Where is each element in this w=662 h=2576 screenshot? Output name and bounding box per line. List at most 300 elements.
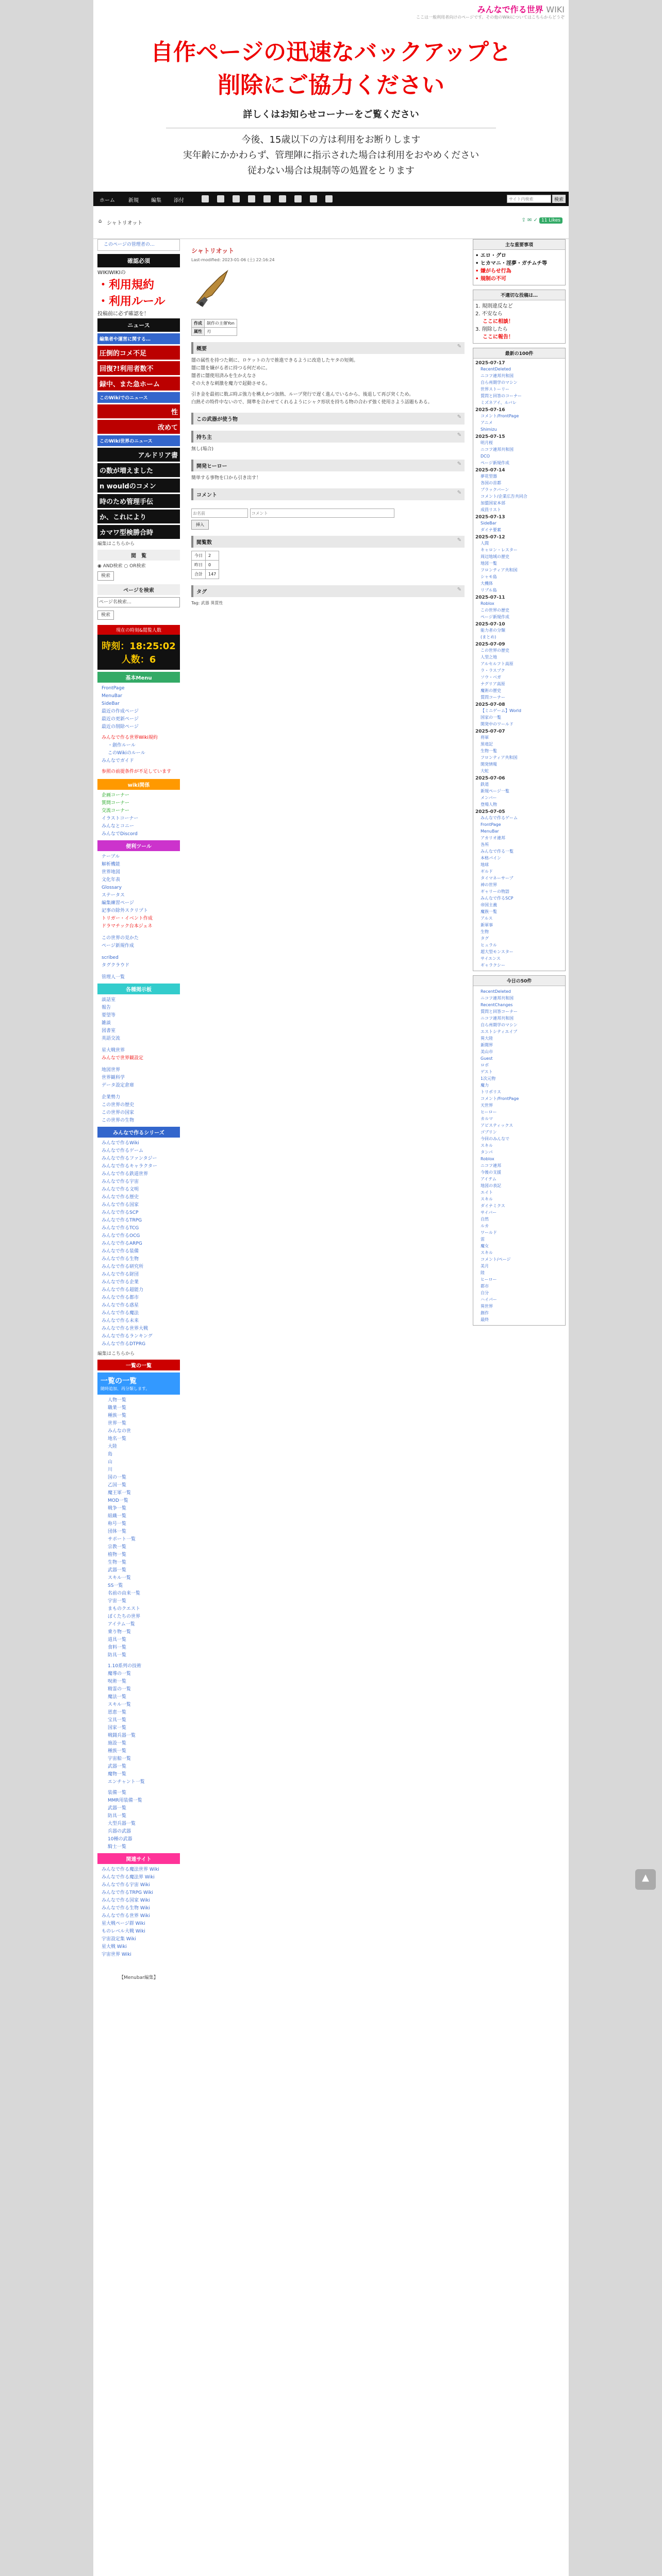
today-item[interactable]: 今回のみんなで	[481, 1137, 509, 1141]
series-link[interactable]: みんなで作る宇宙	[102, 1179, 139, 1184]
wiki-link[interactable]: 交流コーナー	[102, 808, 130, 814]
today-item[interactable]: 魔力	[481, 1083, 489, 1088]
wiki-link[interactable]: みんなとコニー	[102, 824, 135, 829]
tool-link[interactable]: 解析機能	[102, 862, 121, 867]
menu-item[interactable]: MenuBar	[102, 693, 123, 699]
news-item[interactable]: このWiki世界のニュース	[97, 435, 180, 446]
recent-item[interactable]: 大蛇	[481, 769, 489, 773]
today-item[interactable]: 雷	[481, 1237, 485, 1242]
catalog-link[interactable]: 種族一覧	[108, 1413, 127, 1418]
catalog-link[interactable]: 騎士一覧	[108, 1844, 127, 1850]
recent-item[interactable]: 魔族一覧	[481, 909, 497, 914]
menu-item[interactable]: 最近の削除ページ	[102, 724, 139, 730]
related-site-link[interactable]: みんなで作る魔法世界 Wiki	[102, 1867, 159, 1872]
recent-item[interactable]: ニコフ連邦共和国	[481, 374, 514, 378]
today-item[interactable]: ヒーロー	[481, 1110, 497, 1114]
today-item[interactable]: 新聞界	[481, 1043, 493, 1047]
catalog-link[interactable]: 装備一覧	[108, 1790, 127, 1795]
recent-item[interactable]: 人間	[481, 541, 489, 546]
news-item[interactable]: 時のため管理手伝	[97, 494, 180, 508]
series-link[interactable]: みんなで作るTRPG	[102, 1218, 142, 1223]
tool-link[interactable]: 文化年表	[102, 877, 121, 883]
home-icon[interactable]: ⌂	[98, 218, 102, 224]
catalog-link[interactable]: 川	[108, 1467, 113, 1472]
recent-item[interactable]: 人型之地	[481, 655, 497, 659]
recent-item[interactable]: みんなで作るゲーム	[481, 816, 518, 820]
related-site-link[interactable]: ものレベル大戦 Wiki	[102, 1929, 145, 1934]
recent-item[interactable]: 帝国主義	[481, 903, 497, 907]
catalog-link[interactable]: 10種の武器	[108, 1837, 133, 1842]
recent-item[interactable]: アニメ	[481, 420, 493, 425]
edit-icon[interactable]: ✎	[457, 587, 461, 592]
wiki-link[interactable]: 質問コーナー	[102, 801, 130, 806]
sidebar-search-button[interactable]: 検索	[97, 571, 114, 581]
series-link[interactable]: みんなで作るファンタジー	[102, 1156, 157, 1161]
misc-link[interactable]: ページ新規作成	[102, 943, 134, 948]
recent-icon[interactable]	[294, 195, 302, 202]
recent-item[interactable]: 魔術の歴史	[481, 688, 501, 693]
recent-item[interactable]: ページ新規作成	[481, 615, 509, 619]
series-link[interactable]: みんなで作る財団	[102, 1272, 139, 1277]
catalog-link[interactable]: 植物一覧	[108, 1552, 127, 1557]
recent-item[interactable]: この世界の歴史	[481, 608, 509, 613]
recent-item[interactable]: 【ミニゲーム】World	[481, 708, 521, 713]
nav-edit[interactable]: 編集	[151, 198, 161, 204]
series-link[interactable]: みんなで作る研究所	[102, 1264, 144, 1269]
catalog-link[interactable]: 呪術一覧	[108, 1679, 127, 1684]
series-link[interactable]: みんなで作る未来	[102, 1318, 139, 1324]
or-search-label[interactable]: OR検索	[129, 564, 146, 569]
recent-item[interactable]: リブル島	[481, 588, 497, 592]
today-item[interactable]: 自分	[481, 1291, 489, 1295]
recent-item[interactable]: 大機体	[481, 581, 493, 586]
today-item[interactable]: ヒーロー	[481, 1277, 497, 1282]
org-link[interactable]: この世界の国家	[102, 1110, 135, 1115]
today-item[interactable]: RecentChanges	[481, 1003, 513, 1007]
search-icon[interactable]	[279, 195, 286, 202]
tool-link[interactable]: 記事の除外スクリプト	[102, 908, 148, 913]
news-item[interactable]: 改めて	[97, 420, 180, 434]
page-search-button[interactable]: 検索	[97, 611, 114, 620]
today-item[interactable]: 天世界	[481, 1103, 493, 1108]
series-link[interactable]: みんなで作る都市	[102, 1295, 139, 1300]
admin-list-link[interactable]: 管理人一覧	[102, 975, 125, 980]
and-search-label[interactable]: AND検索	[103, 564, 123, 569]
recent-item[interactable]: 各所	[481, 842, 489, 847]
related-site-link[interactable]: みんなで作る生物 Wiki	[102, 1906, 150, 1911]
recent-item[interactable]: 質問コーナー	[481, 695, 505, 700]
series-link[interactable]: みんなで作る装備	[102, 1249, 139, 1254]
misc-link[interactable]: scribed	[102, 955, 119, 960]
recent-item[interactable]: タイマネーサーブ	[481, 876, 514, 880]
recent-item[interactable]: ソウ・ベガ	[481, 675, 501, 680]
rename-icon[interactable]	[233, 195, 240, 202]
nav-home[interactable]: ホーム	[100, 198, 115, 204]
recent-item[interactable]: 地球	[481, 862, 489, 867]
nav-attach[interactable]: 添付	[174, 198, 184, 204]
recent-item[interactable]: ヒュラル	[481, 943, 497, 947]
menu-item[interactable]: FrontPage	[102, 686, 125, 691]
board-link[interactable]: 図書室	[102, 1028, 116, 1033]
recent-item[interactable]: 周辺地域の歴史	[481, 554, 509, 559]
board-link[interactable]: 英語交流	[102, 1036, 121, 1041]
consult-link[interactable]: ここに相談！	[483, 319, 514, 325]
news-item[interactable]: 圧倒的コメ不足	[97, 346, 180, 360]
news-item[interactable]: の数が増えました	[97, 463, 180, 477]
catalog-link[interactable]: 防具一覧	[108, 1653, 127, 1658]
news-item[interactable]: 編集者や運営に関する…	[97, 333, 180, 344]
recent-item[interactable]: ブラックバーン	[481, 487, 509, 492]
series-link[interactable]: みんなで作るDTPRG	[102, 1342, 146, 1347]
menu-item[interactable]: みんなでガイド	[102, 758, 134, 764]
catalog-link[interactable]: 魔物一覧	[108, 1772, 127, 1777]
series-edit-link[interactable]: 編集はこちらから	[97, 1351, 135, 1357]
related-site-link[interactable]: みんなで作るTRPG Wiki	[102, 1890, 153, 1895]
world-link[interactable]: みんなで世界観設定	[102, 1056, 144, 1061]
today-item[interactable]: ルカ	[481, 1224, 489, 1228]
recent-item[interactable]: 開発情報	[481, 762, 497, 767]
catalog-link[interactable]: 武器一覧	[108, 1568, 127, 1573]
today-item[interactable]: 魔女	[481, 1244, 489, 1248]
news-item[interactable]: カマワ型検勝合時	[97, 525, 180, 539]
misc-link[interactable]: この世界の見かた	[102, 936, 139, 941]
board-link[interactable]: 報告	[102, 1005, 111, 1010]
recent-item[interactable]: ミズネアイ、ルバレ	[481, 400, 517, 405]
catalog-link[interactable]: 食料一覧	[108, 1645, 127, 1650]
related-site-link[interactable]: みんなで作る魔法界 Wiki	[102, 1875, 155, 1880]
series-link[interactable]: みんなで作るSCP	[102, 1210, 139, 1215]
series-link[interactable]: みんなで作る超能力	[102, 1287, 144, 1293]
recent-item[interactable]: コメント/企業広告共同合	[481, 494, 527, 499]
news-item[interactable]: か、これにより	[97, 510, 180, 523]
reload-icon[interactable]	[248, 195, 255, 202]
today-item[interactable]: Roblox	[481, 1157, 494, 1161]
today-item[interactable]: ハイパー	[481, 1297, 497, 1302]
edit-icon[interactable]: ✎	[457, 432, 461, 438]
related-site-link[interactable]: みんなで作る国家 Wiki	[102, 1898, 150, 1903]
series-link[interactable]: みんなで作るランキング	[102, 1334, 153, 1339]
recent-item[interactable]: ギャラクシー	[481, 963, 505, 968]
series-link[interactable]: みんなで作るOCG	[102, 1233, 140, 1239]
recent-item[interactable]: ギルド	[481, 869, 493, 874]
list-icon[interactable]	[263, 195, 271, 202]
recent-item[interactable]: コメント/FrontPage	[481, 414, 519, 418]
catalog-link[interactable]: 兵器の武器	[108, 1829, 131, 1834]
catalog-link[interactable]: 乙国一覧	[108, 1483, 127, 1488]
today-item[interactable]: タンパ	[481, 1150, 493, 1155]
comment-submit-button[interactable]: 挿入	[191, 520, 209, 530]
today-item[interactable]: アビスティックス	[481, 1123, 514, 1128]
series-link[interactable]: みんなで作る国家	[102, 1202, 139, 1208]
recent-item[interactable]: この世界の歴史	[481, 648, 509, 653]
today-item[interactable]: ニコフ連邦共和国	[481, 996, 514, 1001]
catalog-link[interactable]: アイテム一覧	[108, 1622, 135, 1627]
backup-icon[interactable]	[217, 195, 224, 202]
catalog-link[interactable]: 大型兵器一覧	[108, 1821, 136, 1826]
recent-item[interactable]: 国家の一覧	[481, 715, 501, 720]
today-item[interactable]: 創作	[481, 1311, 489, 1315]
recent-item[interactable]: 生物一覧	[481, 749, 497, 753]
recent-item[interactable]: (まとめ)	[481, 635, 496, 639]
org-link[interactable]: 企業勢力	[102, 1095, 121, 1100]
board-link[interactable]: 雑談	[102, 1021, 111, 1026]
recent-item[interactable]: 生物	[481, 929, 489, 934]
catalog-link[interactable]: SS一覧	[108, 1583, 123, 1588]
catalog-link[interactable]: 武器一覧	[108, 1806, 127, 1811]
recent-item[interactable]: ナグリア高原	[481, 682, 505, 686]
menu-item-rules[interactable]: みんなで作る世界Wiki規約	[102, 735, 158, 740]
tool-link[interactable]: 世界地図	[102, 870, 121, 875]
org-link[interactable]: この世界の生物	[102, 1118, 135, 1123]
today-item[interactable]: 自ら州期学のマシン	[481, 1023, 518, 1027]
recent-item[interactable]: フロンティア共和国	[481, 755, 518, 760]
recent-item[interactable]: タグ	[481, 936, 489, 941]
today-item[interactable]: 美山市	[481, 1049, 493, 1054]
today-item[interactable]: トリポリス	[481, 1090, 501, 1094]
series-link[interactable]: みんなで作る世界大戦	[102, 1326, 148, 1331]
related-site-link[interactable]: 宇宙設定集 Wiki	[102, 1937, 136, 1942]
recent-item[interactable]: 世界ストーリー	[481, 387, 509, 392]
catalog-link[interactable]: 宗教一覧	[108, 1545, 127, 1550]
share-icon[interactable]: ⇪ ✉ ✓	[521, 217, 538, 223]
catalog-link[interactable]: 称号一覧	[108, 1521, 127, 1527]
catalog-link[interactable]: 戦争一覧	[108, 1506, 127, 1511]
news-item[interactable]: 録中、また急ホーム	[97, 377, 180, 391]
today-item[interactable]: スキル	[481, 1143, 493, 1148]
news-item[interactable]: 回復?!利用者数不	[97, 361, 180, 375]
recent-item[interactable]: みんなで作る一覧	[481, 849, 514, 854]
catalog-link[interactable]: 種族一覧	[108, 1749, 127, 1754]
recent-item[interactable]: ページ新規作成	[481, 461, 509, 465]
edit-icon[interactable]: ✎	[457, 461, 461, 467]
help-icon[interactable]	[310, 195, 317, 202]
catalog-link[interactable]: 名前の由来一覧	[108, 1591, 141, 1596]
recent-item[interactable]: FrontPage	[481, 822, 501, 827]
comment-name-input[interactable]	[191, 509, 248, 518]
catalog-link[interactable]: 組織一覧	[108, 1514, 127, 1519]
recent-item[interactable]: 本格パイン	[481, 856, 501, 860]
recent-item[interactable]: 能力者の分類	[481, 628, 505, 633]
news-item[interactable]: アルドリア書	[97, 448, 180, 462]
recent-item[interactable]: ラ・ラスプク	[481, 668, 505, 673]
world-link[interactable]: 世界観科学	[102, 1075, 125, 1080]
today-item[interactable]: 1次元物	[481, 1076, 496, 1081]
today-item[interactable]: 地図の表記	[481, 1183, 501, 1188]
page-search-input[interactable]: ページ名検索…	[97, 597, 180, 607]
wiki-link[interactable]: イラストコーナー	[102, 816, 139, 821]
menu-item[interactable]: SideBar	[102, 701, 120, 706]
today-item[interactable]: RecentDeleted	[481, 989, 511, 994]
today-item[interactable]: 陸	[481, 1270, 485, 1275]
recent-item[interactable]: RecentDeleted	[481, 367, 511, 371]
recent-item[interactable]: 質問と回答のコーナー	[481, 394, 522, 398]
news-item[interactable]: このWikiでのニュース	[97, 392, 180, 403]
recent-item[interactable]: Roblox	[481, 601, 494, 606]
catalog-link[interactable]: 生物一覧	[108, 1560, 127, 1565]
report-link[interactable]: ここに報告！	[483, 334, 514, 340]
recent-item[interactable]: 新軍事	[481, 923, 493, 927]
catalog-link[interactable]: エンチャント一覧	[108, 1780, 145, 1785]
catalog-link[interactable]: 乗り物一覧	[108, 1630, 131, 1635]
today-item[interactable]: エイト	[481, 1190, 493, 1195]
catalog-link[interactable]: スキル一覧	[108, 1575, 131, 1581]
search-input[interactable]: サイト内検索	[507, 195, 551, 203]
recent-item[interactable]: ニコフ連邦共和国	[481, 447, 514, 452]
today-item[interactable]: 今後の支援	[481, 1170, 501, 1175]
series-link[interactable]: みんなで作る生物	[102, 1257, 139, 1262]
board-link[interactable]: 談話室	[102, 997, 116, 1003]
menu-item[interactable]: 最近の作成ページ	[102, 709, 139, 714]
catalog-link[interactable]: 山	[108, 1460, 113, 1465]
world-link[interactable]: データ設定倉庫	[102, 1083, 135, 1088]
today-item[interactable]: ダイナミクス	[481, 1204, 505, 1208]
series-link[interactable]: みんなで作る鉄道世界	[102, 1172, 148, 1177]
edit-icon[interactable]: ✎	[457, 490, 461, 496]
recent-item[interactable]: 夢花型器	[481, 474, 497, 479]
series-link[interactable]: みんなで作る惑星	[102, 1303, 139, 1308]
catalog-link[interactable]: 恩恵一覧	[108, 1710, 127, 1715]
catalog-link[interactable]: 防具一覧	[108, 1814, 127, 1819]
recent-item[interactable]: サイエンス	[481, 956, 501, 961]
catalog-link[interactable]: MMR用装備一覧	[108, 1798, 142, 1803]
recent-item[interactable]: SideBar	[481, 521, 496, 526]
today-item[interactable]: ゲスト	[481, 1070, 493, 1074]
today-item[interactable]: スキル	[481, 1197, 493, 1201]
recent-item[interactable]: 鉄道	[481, 782, 489, 787]
related-site-link[interactable]: みんなで作る宇宙 Wiki	[102, 1883, 150, 1888]
catalog-link[interactable]: みんなの世	[108, 1429, 131, 1434]
board-link[interactable]: 要望等	[102, 1013, 116, 1018]
series-link[interactable]: みんなで作るTCG	[102, 1226, 139, 1231]
catalog-link[interactable]: 職業一覧	[108, 1405, 127, 1411]
today-item[interactable]: 異大陸	[481, 1036, 493, 1041]
recent-item[interactable]: みんなで作るSCP	[481, 896, 514, 901]
comment-body-input[interactable]	[250, 509, 394, 518]
recent-item[interactable]: 黒竜記	[481, 742, 493, 747]
today-item[interactable]: 質問と回答コーナー	[481, 1009, 518, 1014]
recent-item[interactable]: アカリオ連邦	[481, 836, 505, 840]
rules-link[interactable]: ・利用ルール	[97, 295, 166, 308]
catalog-link[interactable]: 武器一覧	[108, 1764, 127, 1769]
today-item[interactable]: 美月	[481, 1264, 489, 1268]
menubar-edit-link[interactable]: 【Menubar編集】	[119, 1975, 158, 1980]
today-item[interactable]: ニコフ連邦	[481, 1163, 501, 1168]
catalog-link[interactable]: 宝具一覧	[108, 1718, 127, 1723]
terms-link[interactable]: ・利用規約	[97, 279, 155, 292]
series-link[interactable]: みんなで作る魔法	[102, 1311, 139, 1316]
today-item[interactable]: ゴブリン	[481, 1130, 497, 1134]
series-link[interactable]: みんなで作るゲーム	[102, 1148, 144, 1154]
edit-icon[interactable]: ✎	[457, 537, 461, 543]
recent-item[interactable]: DCO	[481, 454, 490, 459]
recent-item[interactable]: ダイナ要素	[481, 528, 501, 532]
catalog-link[interactable]: 国家一覧	[108, 1725, 127, 1731]
world-link[interactable]: 地図世界	[102, 1067, 121, 1073]
catalog-link[interactable]: サポート一覧	[108, 1537, 136, 1542]
menu-item[interactable]: 最近の更新ページ	[102, 717, 139, 722]
catalog-link[interactable]: スキル一覧	[108, 1702, 131, 1707]
catalog-link[interactable]: 人物一覧	[108, 1398, 127, 1403]
site-logo[interactable]	[477, 3, 565, 15]
recent-item[interactable]: 自ら州期学のマシン	[481, 380, 518, 385]
today-item[interactable]: エストシティエイブ	[481, 1029, 518, 1034]
catalog-link[interactable]: 1.10系列の技術	[108, 1664, 142, 1669]
menu-item[interactable]: このWikiのルール	[108, 751, 145, 756]
recent-item[interactable]: 超大型モンスター	[481, 950, 514, 954]
today-item[interactable]: コメント/FrontPage	[481, 1096, 519, 1101]
recent-item[interactable]: シャモ島	[481, 574, 497, 579]
edit-icon[interactable]: ✎	[457, 414, 461, 420]
tool-link[interactable]: ドラマチック台本ジェネ	[102, 924, 153, 929]
series-link[interactable]: みんなで作る歴史	[102, 1195, 139, 1200]
catalog-link[interactable]: 国の一覧	[108, 1475, 127, 1480]
catalog-link[interactable]: 魔法一覧	[108, 1694, 127, 1700]
catalog-link[interactable]: 施設一覧	[108, 1741, 127, 1746]
catalog-link[interactable]: 精霊の一覧	[108, 1687, 131, 1692]
catalog-link[interactable]: 戦闘兵器一覧	[108, 1733, 136, 1738]
catalog-link[interactable]: 魔導の一覧	[108, 1671, 131, 1676]
edit-icon[interactable]: ✎	[457, 344, 461, 349]
recent-item[interactable]: アルセルフト高原	[481, 662, 514, 666]
today-item[interactable]: カルマ	[481, 1116, 493, 1121]
tool-link[interactable]: ナーブル	[102, 854, 120, 859]
catalog-link[interactable]: 世界一覧	[108, 1421, 127, 1426]
news-item[interactable]: n wouldのコメン	[97, 479, 180, 493]
today-item[interactable]: ロボ	[481, 1063, 489, 1067]
search-button[interactable]: 検索	[552, 195, 566, 203]
today-item[interactable]: サイバー	[481, 1210, 497, 1215]
recent-item[interactable]: 各国の首都	[481, 481, 501, 485]
catalog-link[interactable]: 宇宙一覧	[108, 1599, 127, 1604]
related-site-link[interactable]: 星大戦ページ群 Wiki	[102, 1921, 145, 1926]
today-item[interactable]: 都市	[481, 1284, 489, 1289]
scroll-top-icon[interactable]: ▲	[635, 1869, 656, 1890]
today-item[interactable]: 自然	[481, 1217, 489, 1222]
catalog-link[interactable]: 団体一覧	[108, 1529, 127, 1534]
catalog-link[interactable]: 大陸	[108, 1444, 118, 1449]
today-item[interactable]: スキル	[481, 1250, 493, 1255]
tool-link[interactable]: トリガー・イベント作成	[102, 916, 153, 921]
admin-link[interactable]: このページの管理者の…	[104, 242, 155, 247]
recent-item[interactable]: ギャリーの物語	[481, 889, 509, 894]
recent-item[interactable]: 地図一覧	[481, 561, 497, 566]
catalog-link[interactable]: ぼくたちの世界	[108, 1614, 141, 1619]
tool-link[interactable]: Glossary	[102, 885, 122, 890]
today-item[interactable]: ニコフ連邦共和国	[481, 1016, 514, 1021]
series-link[interactable]: みんなで作るWiki	[102, 1141, 139, 1146]
recent-item[interactable]: アルス	[481, 916, 493, 921]
recent-item[interactable]: 神の世界	[481, 883, 497, 887]
recent-item[interactable]: 登場人物	[481, 802, 497, 807]
recent-item[interactable]: メンバー	[481, 795, 497, 800]
today-item[interactable]: コメント/ページ	[481, 1257, 511, 1262]
likes-badge[interactable]: 11 Likes	[539, 217, 562, 224]
news-item[interactable]: 性	[97, 404, 180, 418]
tag-list[interactable]: Tag: 武器 異質性	[191, 601, 223, 605]
related-site-link[interactable]: 宇宙世界 Wiki	[102, 1952, 131, 1957]
wiki-link[interactable]: 企画コーナー	[102, 793, 130, 798]
tool-link[interactable]: 編集練習ページ	[102, 901, 134, 906]
catalog-link[interactable]: MOD一覧	[108, 1498, 128, 1503]
catalog-link[interactable]: 宇宙船一覧	[108, 1756, 131, 1761]
catalog-link[interactable]: まものクエスト	[108, 1606, 140, 1612]
series-link[interactable]: みんなで作る文明	[102, 1187, 139, 1192]
today-item[interactable]: ワールド	[481, 1230, 497, 1235]
rss-icon[interactable]	[325, 195, 333, 202]
recent-item[interactable]: Shimizu	[481, 427, 497, 432]
today-item[interactable]: Guest	[481, 1056, 493, 1061]
recent-item[interactable]: MenuBar	[481, 829, 499, 834]
